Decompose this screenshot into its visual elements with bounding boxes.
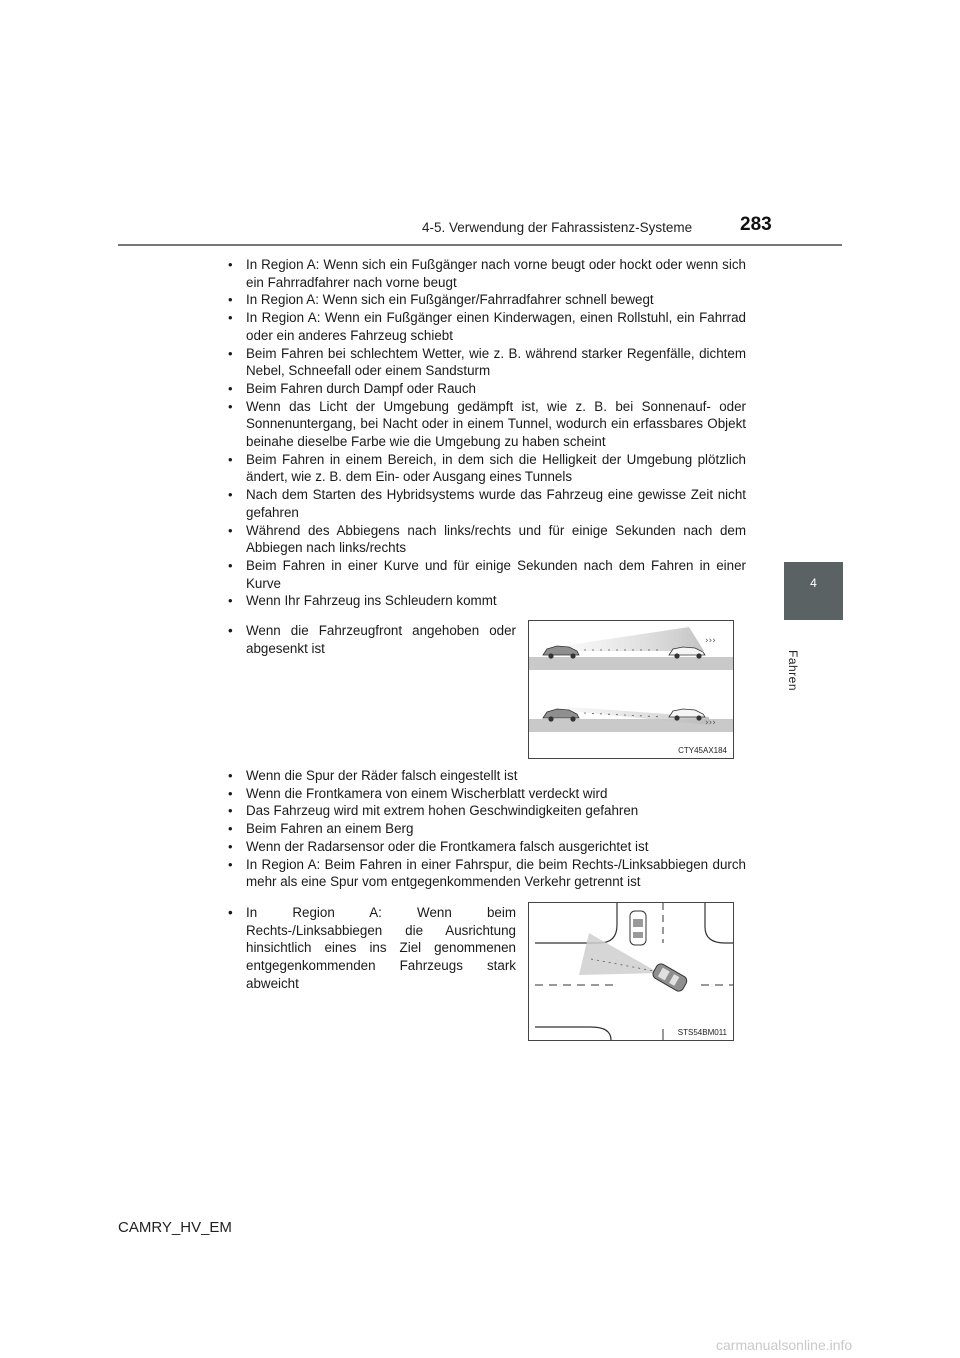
list-item	[226, 838, 746, 856]
header-rule	[118, 244, 842, 246]
list-item-text: Beim Fahren durch Dampf oder Rauch	[246, 380, 476, 396]
bullet-glyph: •	[228, 292, 233, 308]
list-item-text: Wenn die Frontkamera von einem Wischerblatt verdeckt wird	[246, 785, 608, 801]
figure-front-raised-illustration	[529, 621, 733, 758]
bullet-glyph: •	[228, 398, 233, 414]
list-item-text: Beim Fahren bei schlechtem Wetter, wie z. B. während starker Regenfälle, dichtem Nebel, Schneefall oder einem Sandsturm	[246, 345, 746, 379]
list-item	[226, 451, 746, 486]
list-item-text: Wenn die Fahrzeugfront angehoben oder abgesenkt ist	[246, 623, 516, 656]
figure-front-raised	[528, 620, 734, 759]
list-item	[226, 856, 746, 891]
header-section-title: 4-5. Verwendung der Fahrassistenz-Systeme	[422, 220, 693, 235]
chapter-tab	[784, 562, 843, 620]
list-item	[226, 522, 746, 557]
bullet-glyph: •	[228, 451, 233, 467]
list-item-text: Beim Fahren in einer Kurve und für einige Sekunden nach dem Fahren in einer Kurve	[246, 557, 746, 591]
bullet-list-conditions	[226, 256, 746, 610]
list-item	[226, 256, 746, 291]
bullet-glyph: •	[228, 856, 233, 872]
list-item	[226, 904, 516, 993]
svg-text:›››: ›››	[705, 636, 716, 646]
chapter-label-text: Fahren	[786, 650, 800, 692]
chapter-tab-label	[786, 650, 804, 720]
list-item	[226, 291, 746, 309]
bullet-glyph: •	[228, 310, 233, 326]
bullet-glyph: •	[228, 838, 233, 854]
figure-code-2: STS54BM011	[677, 1028, 727, 1037]
list-item	[226, 309, 746, 344]
bullet-glyph: •	[228, 557, 233, 573]
list-item-text: Das Fahrzeug wird mit extrem hohen Geschwindigkeiten gefahren	[246, 803, 639, 819]
list-item-text: Wenn die Spur der Räder falsch eingestellt ist	[246, 768, 518, 783]
bullet-glyph: •	[228, 487, 233, 503]
bullet-glyph: •	[228, 522, 233, 538]
bullet-glyph: •	[228, 803, 233, 819]
list-item	[226, 486, 746, 521]
list-item	[226, 767, 746, 785]
list-item-text: Während des Abbiegens nach links/rechts und für einige Sekunden nach dem Abbiegen nach links/rechts	[246, 522, 746, 556]
list-item-text: Wenn das Licht der Umgebung gedämpft ist, wie z. B. bei Sonnenauf- oder Sonnenuntergang, bei Nacht oder in einem Tunnel, wodurch ein erfassbares Objekt beinahe dieselbe Farbe wie die Umgebung zu haben scheint	[246, 398, 746, 450]
bullet-glyph: •	[228, 623, 233, 638]
list-item-text: Beim Fahren in einem Bereich, in dem sich die Helligkeit der Umgebung plötzlich ändert, wie z. B. dem Ein- oder Ausgang eines Tunnels	[246, 451, 746, 485]
list-item	[226, 345, 746, 380]
list-item-text: Wenn der Radarsensor oder die Frontkamera falsch ausgerichtet ist	[246, 838, 649, 854]
bullet-glyph: •	[228, 821, 233, 837]
list-item-text: In Region A: Wenn beim Rechts-/Linksabbiegen die Ausrichtung hinsichtlich eines ins Ziel genommenen entgegenkommenden Fahrzeugs stark abweicht	[246, 905, 516, 991]
chapter-tab-number: 4	[810, 576, 817, 590]
list-item	[226, 380, 746, 398]
list-item-text: Beim Fahren an einem Berg	[246, 821, 414, 837]
list-item-text: In Region A: Beim Fahren in einer Fahrspur, die beim Rechts-/Linksabbiegen durch mehr als eine Spur vom entgegenkommenden Verkehr getrennt ist	[246, 856, 746, 890]
list-item-text: Nach dem Starten des Hybridsystems wurde das Fahrzeug eine gewisse Zeit nicht gefahren	[246, 487, 746, 520]
bullet-list-turning	[226, 904, 516, 993]
list-item	[226, 820, 746, 838]
list-item	[226, 622, 516, 657]
list-item	[226, 785, 746, 803]
bullet-glyph: •	[228, 380, 233, 396]
list-item	[226, 802, 746, 820]
list-item-text: Wenn Ihr Fahrzeug ins Schleudern kommt	[246, 593, 497, 609]
figure-turning-illustration	[529, 903, 733, 1040]
bullet-glyph: •	[228, 345, 233, 361]
bullet-list-conditions-2	[226, 767, 746, 891]
list-item	[226, 557, 746, 592]
bullet-glyph: •	[228, 905, 233, 920]
bullet-glyph: •	[228, 785, 233, 801]
list-item-text: In Region A: Wenn sich ein Fußgänger nach vorne beugt oder hockt oder wenn sich ein Fahrradfahrer nach vorne beugt	[246, 257, 746, 290]
svg-text:›››: ›››	[705, 718, 716, 728]
bullet-glyph: •	[228, 768, 233, 783]
list-item-text: In Region A: Wenn sich ein Fußgänger/Fahrradfahrer schnell bewegt	[246, 292, 654, 308]
bullet-glyph: •	[228, 593, 233, 609]
watermark: carmanualsonline.info	[716, 1337, 853, 1353]
figure-turning	[528, 902, 734, 1041]
list-item	[226, 398, 746, 451]
page-number: 283	[740, 214, 772, 235]
list-item	[226, 592, 746, 610]
bullet-list-front-raised	[226, 622, 516, 657]
bullet-glyph: •	[228, 257, 233, 272]
figure-code-1: CTY45AX184	[678, 746, 727, 755]
list-item-text: In Region A: Wenn ein Fußgänger einen Kinderwagen, einen Rollstuhl, ein Fahrrad oder ein anderes Fahrzeug schiebt	[246, 310, 746, 343]
model-code: CAMRY_HV_EM	[118, 1219, 232, 1236]
